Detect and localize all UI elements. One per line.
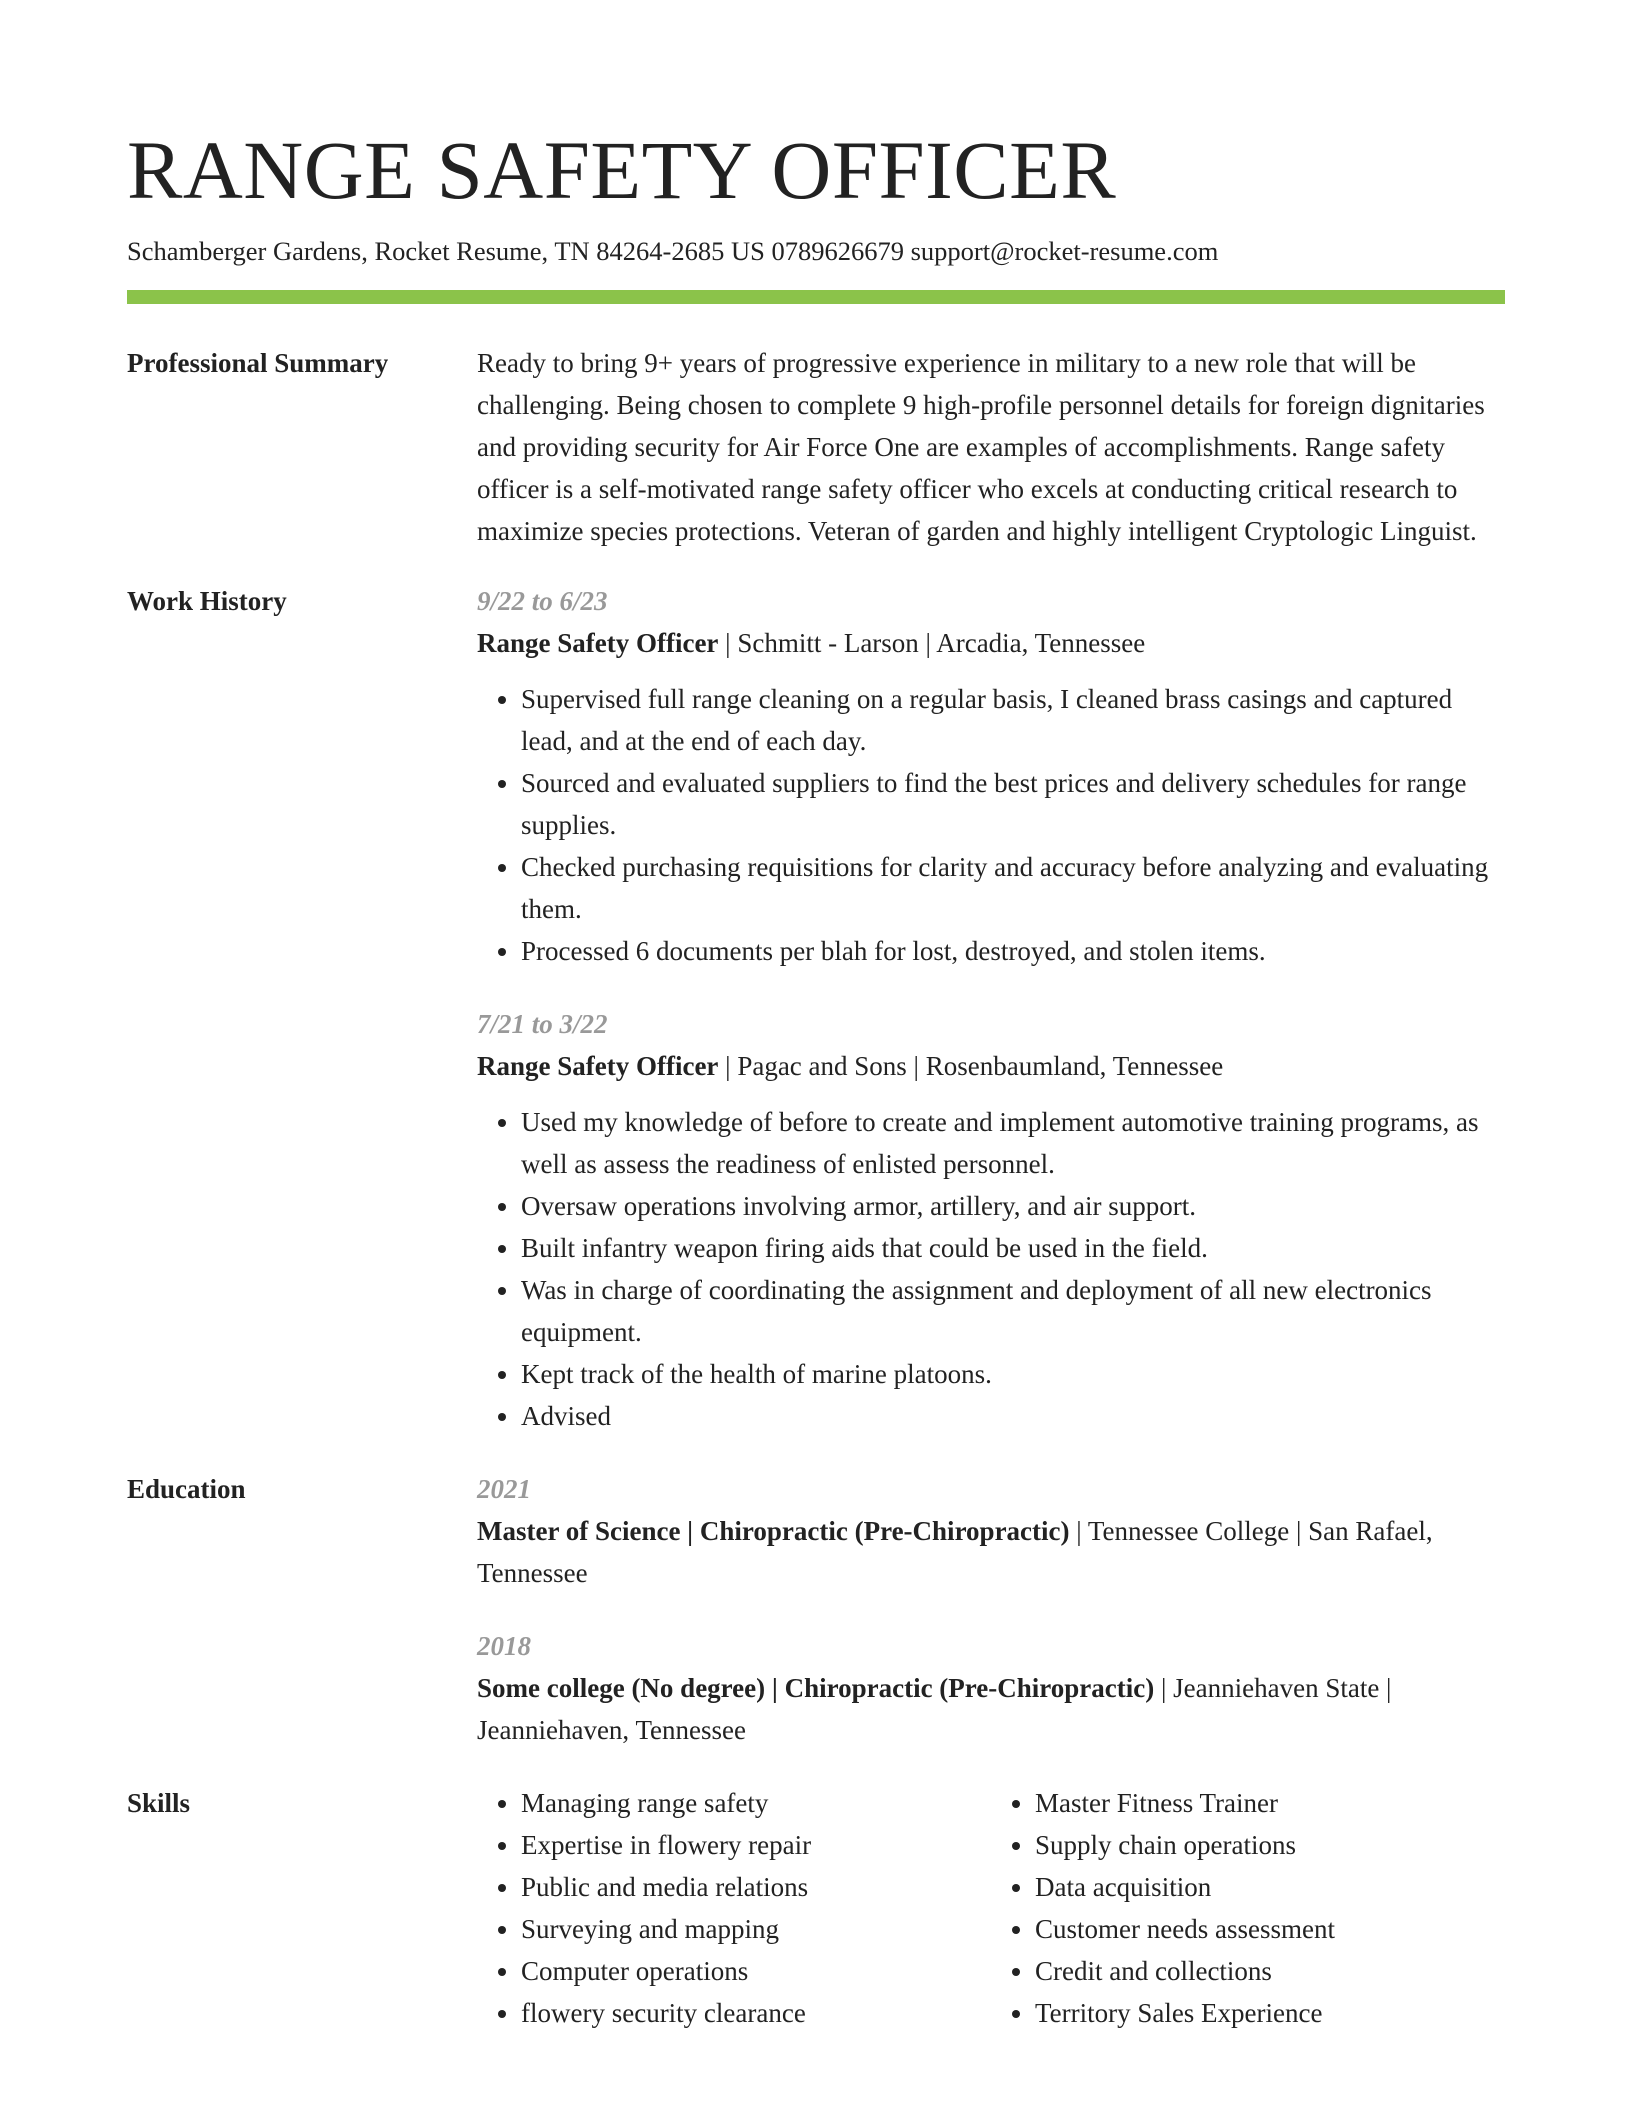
education-body xyxy=(477,1468,1505,1751)
summary-title: Professional Summary xyxy=(127,348,389,378)
skill-item: • Data acquisition xyxy=(1035,1866,1505,1908)
education-entry xyxy=(477,1468,1505,1594)
skills-body xyxy=(477,1782,1505,2034)
job-bullet: • Sourced and evaluated suppliers to find the best prices and delivery schedules for range supplies. xyxy=(521,762,1505,846)
skill-item: • Surveying and mapping xyxy=(521,1908,991,1950)
education-year: 2018 xyxy=(477,1631,531,1661)
job-heading xyxy=(477,622,1505,664)
job-bullet: • Was in charge of coordinating the assignment and deployment of all new electronics equipment. xyxy=(521,1269,1505,1353)
job-employer-location: | Schmitt - Larson | Arcadia, Tennessee xyxy=(718,628,1146,658)
job-dates: 7/21 to 3/22 xyxy=(477,1009,608,1039)
job-bullet: • Built infantry weapon firing aids that could be used in the field. xyxy=(521,1227,1505,1269)
job-bullets xyxy=(477,1101,1505,1437)
education-heading xyxy=(477,1667,1505,1751)
job-role: Range Safety Officer xyxy=(477,1051,719,1081)
summary-text: Ready to bring 9+ years of progressive experience in military to a new role that will be challenging. Being chosen to complete 9 high-profile personnel details for foreign dignitaries and providing security for Air Force One are examples of accomplishments. Range safety officer is a self-motivated range safety officer who excels at conducting critical research to maximize species protections. Veteran of garden and highly intelligent Cryptologic Linguist. xyxy=(477,348,1485,546)
education-heading xyxy=(477,1510,1505,1594)
education-school-location: | Tennessee College | San Rafael, Tennessee xyxy=(477,1516,1433,1588)
job-bullet: • Oversaw operations involving armor, artillery, and air support. xyxy=(521,1185,1505,1227)
skills-title: Skills xyxy=(127,1788,191,1818)
contact-line: Schamberger Gardens, Rocket Resume, TN 84264-2685 US 0789626679 support@rocket-resume.com xyxy=(127,236,1219,266)
work-history-body xyxy=(477,580,1505,1437)
skill-item: • Credit and collections xyxy=(1035,1950,1505,1992)
accent-rule xyxy=(127,290,1505,304)
skills-section xyxy=(127,1782,1505,2034)
job-entry xyxy=(477,580,1505,972)
job-dates: 9/22 to 6/23 xyxy=(477,586,608,616)
education-year: 2021 xyxy=(477,1474,531,1504)
skill-item: • Managing range safety xyxy=(521,1782,991,1824)
job-bullet: • Kept track of the health of marine platoons. xyxy=(521,1353,1505,1395)
job-employer-location: | Pagac and Sons | Rosenbaumland, Tennessee xyxy=(718,1051,1224,1081)
job-heading xyxy=(477,1045,1505,1087)
resume-name-heading: RANGE SAFETY OFFICER xyxy=(127,124,1117,216)
work-history-title: Work History xyxy=(127,586,287,616)
job-bullet: • Checked purchasing requisitions for clarity and accuracy before analyzing and evaluating them. xyxy=(521,846,1505,930)
skill-item: • flowery security clearance xyxy=(521,1992,991,2034)
job-bullet: • Supervised full range cleaning on a regular basis, I cleaned brass casings and captured lead, and at the end of each day. xyxy=(521,678,1505,762)
job-bullet: • Advised xyxy=(521,1395,1505,1437)
job-role: Range Safety Officer xyxy=(477,628,719,658)
skills-list-right xyxy=(991,1782,1505,2034)
skills-list-left xyxy=(477,1782,991,2034)
education-entry xyxy=(477,1625,1505,1751)
job-bullets xyxy=(477,678,1505,972)
skill-item: • Master Fitness Trainer xyxy=(1035,1782,1505,1824)
summary-section xyxy=(127,342,1505,552)
education-school-location: | Jeanniehaven State | Jeanniehaven, Tennessee xyxy=(477,1673,1392,1745)
education-title: Education xyxy=(127,1474,246,1504)
skill-item: • Customer needs assessment xyxy=(1035,1908,1505,1950)
job-bullet: • Processed 6 documents per blah for lost, destroyed, and stolen items. xyxy=(521,930,1505,972)
education-degree: Some college (No degree) | Chiropractic (Pre-Chiropractic) xyxy=(477,1673,1155,1703)
skill-item: • Expertise in flowery repair xyxy=(521,1824,991,1866)
job-bullet: • Used my knowledge of before to create and implement automotive training programs, as well as assess the readiness of enlisted personnel. xyxy=(521,1101,1505,1185)
skill-item: • Computer operations xyxy=(521,1950,991,1992)
education-section xyxy=(127,1468,1505,1751)
work-history-section xyxy=(127,580,1505,1437)
job-entry xyxy=(477,1003,1505,1437)
skill-item: • Public and media relations xyxy=(521,1866,991,1908)
skill-item: • Territory Sales Experience xyxy=(1035,1992,1505,2034)
skill-item: • Supply chain operations xyxy=(1035,1824,1505,1866)
education-degree: Master of Science | Chiropractic (Pre-Chiropractic) xyxy=(477,1516,1070,1546)
